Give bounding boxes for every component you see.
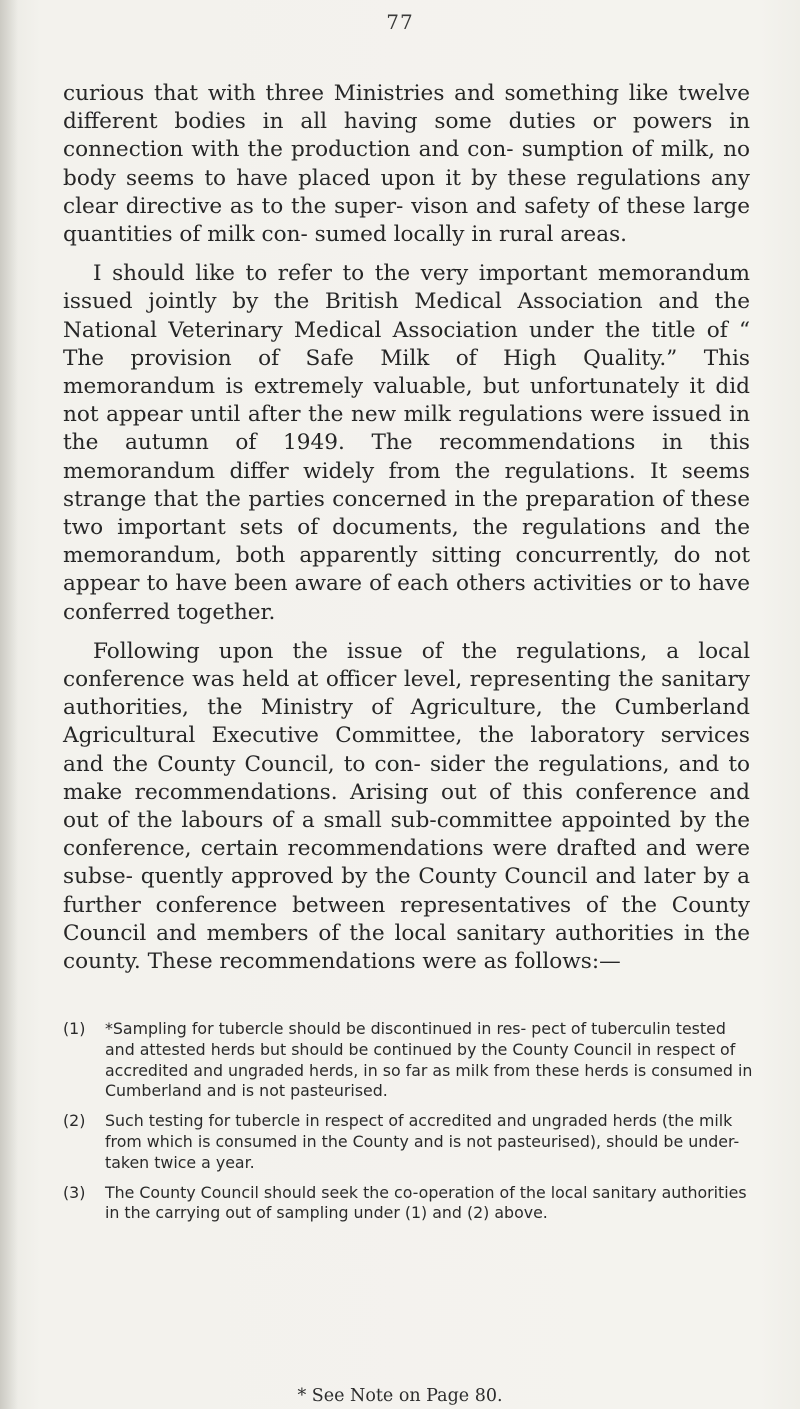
recommendation-number: (2) — [63, 1111, 86, 1131]
binding-shadow — [0, 0, 18, 1409]
page-number: 77 — [386, 10, 414, 34]
recommendation-text: Such testing for tubercle in respect of accredited and ungraded herds (the milk from which is consumed in the County and is not pasteurised), should be under- taken twice a year. — [105, 1111, 740, 1172]
recommendation-item — [63, 1019, 753, 1102]
paragraph-memorandum: I should like to refer to the very important memorandum issued jointly by the British Medical Association and the National Veterinary Medical Association under the title of “ The provision of Safe Milk of High Quality.” This memorandum is extremely valuable, but unfortunately it did not appear until after the new milk regulations were issued in the autumn of 1949. The recommendations in this memorandum differ widely from the regulations. It seems strange that the parties concerned in the preparation of these two important sets of documents, the regulations and the memorandum, both apparently sitting concurrently, do not appear to have been aware of each others activities or to have conferred together. — [63, 261, 750, 625]
recommendation-text: The County Council should seek the co-operation of the local sanitary authorities in the carrying out of sampling under (1) and (2) above. — [105, 1182, 747, 1223]
recommendation-item — [63, 1183, 753, 1225]
paragraph-continuation: curious that with three Ministries and something like twelve different bodies in all having some duties or powers in connection with the production and con- sumption of milk, no body seems to have placed upon it by these regulations any clear directive as to the super- vison and safety of these large quantities of milk con- sumed locally in rural areas. — [63, 81, 750, 248]
recommendation-number: (3) — [63, 1182, 86, 1202]
recommendation-number: (1) — [63, 1019, 86, 1038]
paragraph-conference: Following upon the issue of the regulations, a local conference was held at officer level, representing the sanitary authorities, the Ministry of Agriculture, the Cumberland Agricultural Executive Committee, the laboratory services and the County Council, to con- sider the regulations, and to make recommendations. Arising out of this conference and out of the labours of a small sub-committee appointed by the conference, certain recommendations were drafted and were subse- quently approved by the County Council and later by a further conference between representatives of the County Council and members of the local sanitary authorities in the county. These recommendations were as follows:— — [63, 638, 750, 975]
recommendation-item — [63, 1111, 753, 1173]
recommendations-list — [63, 1019, 753, 1233]
body-text — [63, 80, 750, 987]
footnote: * See Note on Page 80. — [297, 1386, 503, 1406]
recommendation-text: *Sampling for tubercle should be discontinued in res- pect of tuberculin tested and attested herds but should be continued by the County Council in respect of accredited and ungraded herds, in so far as milk from these herds is consumed in Cumberland and is not pasteurised. — [105, 1019, 753, 1101]
